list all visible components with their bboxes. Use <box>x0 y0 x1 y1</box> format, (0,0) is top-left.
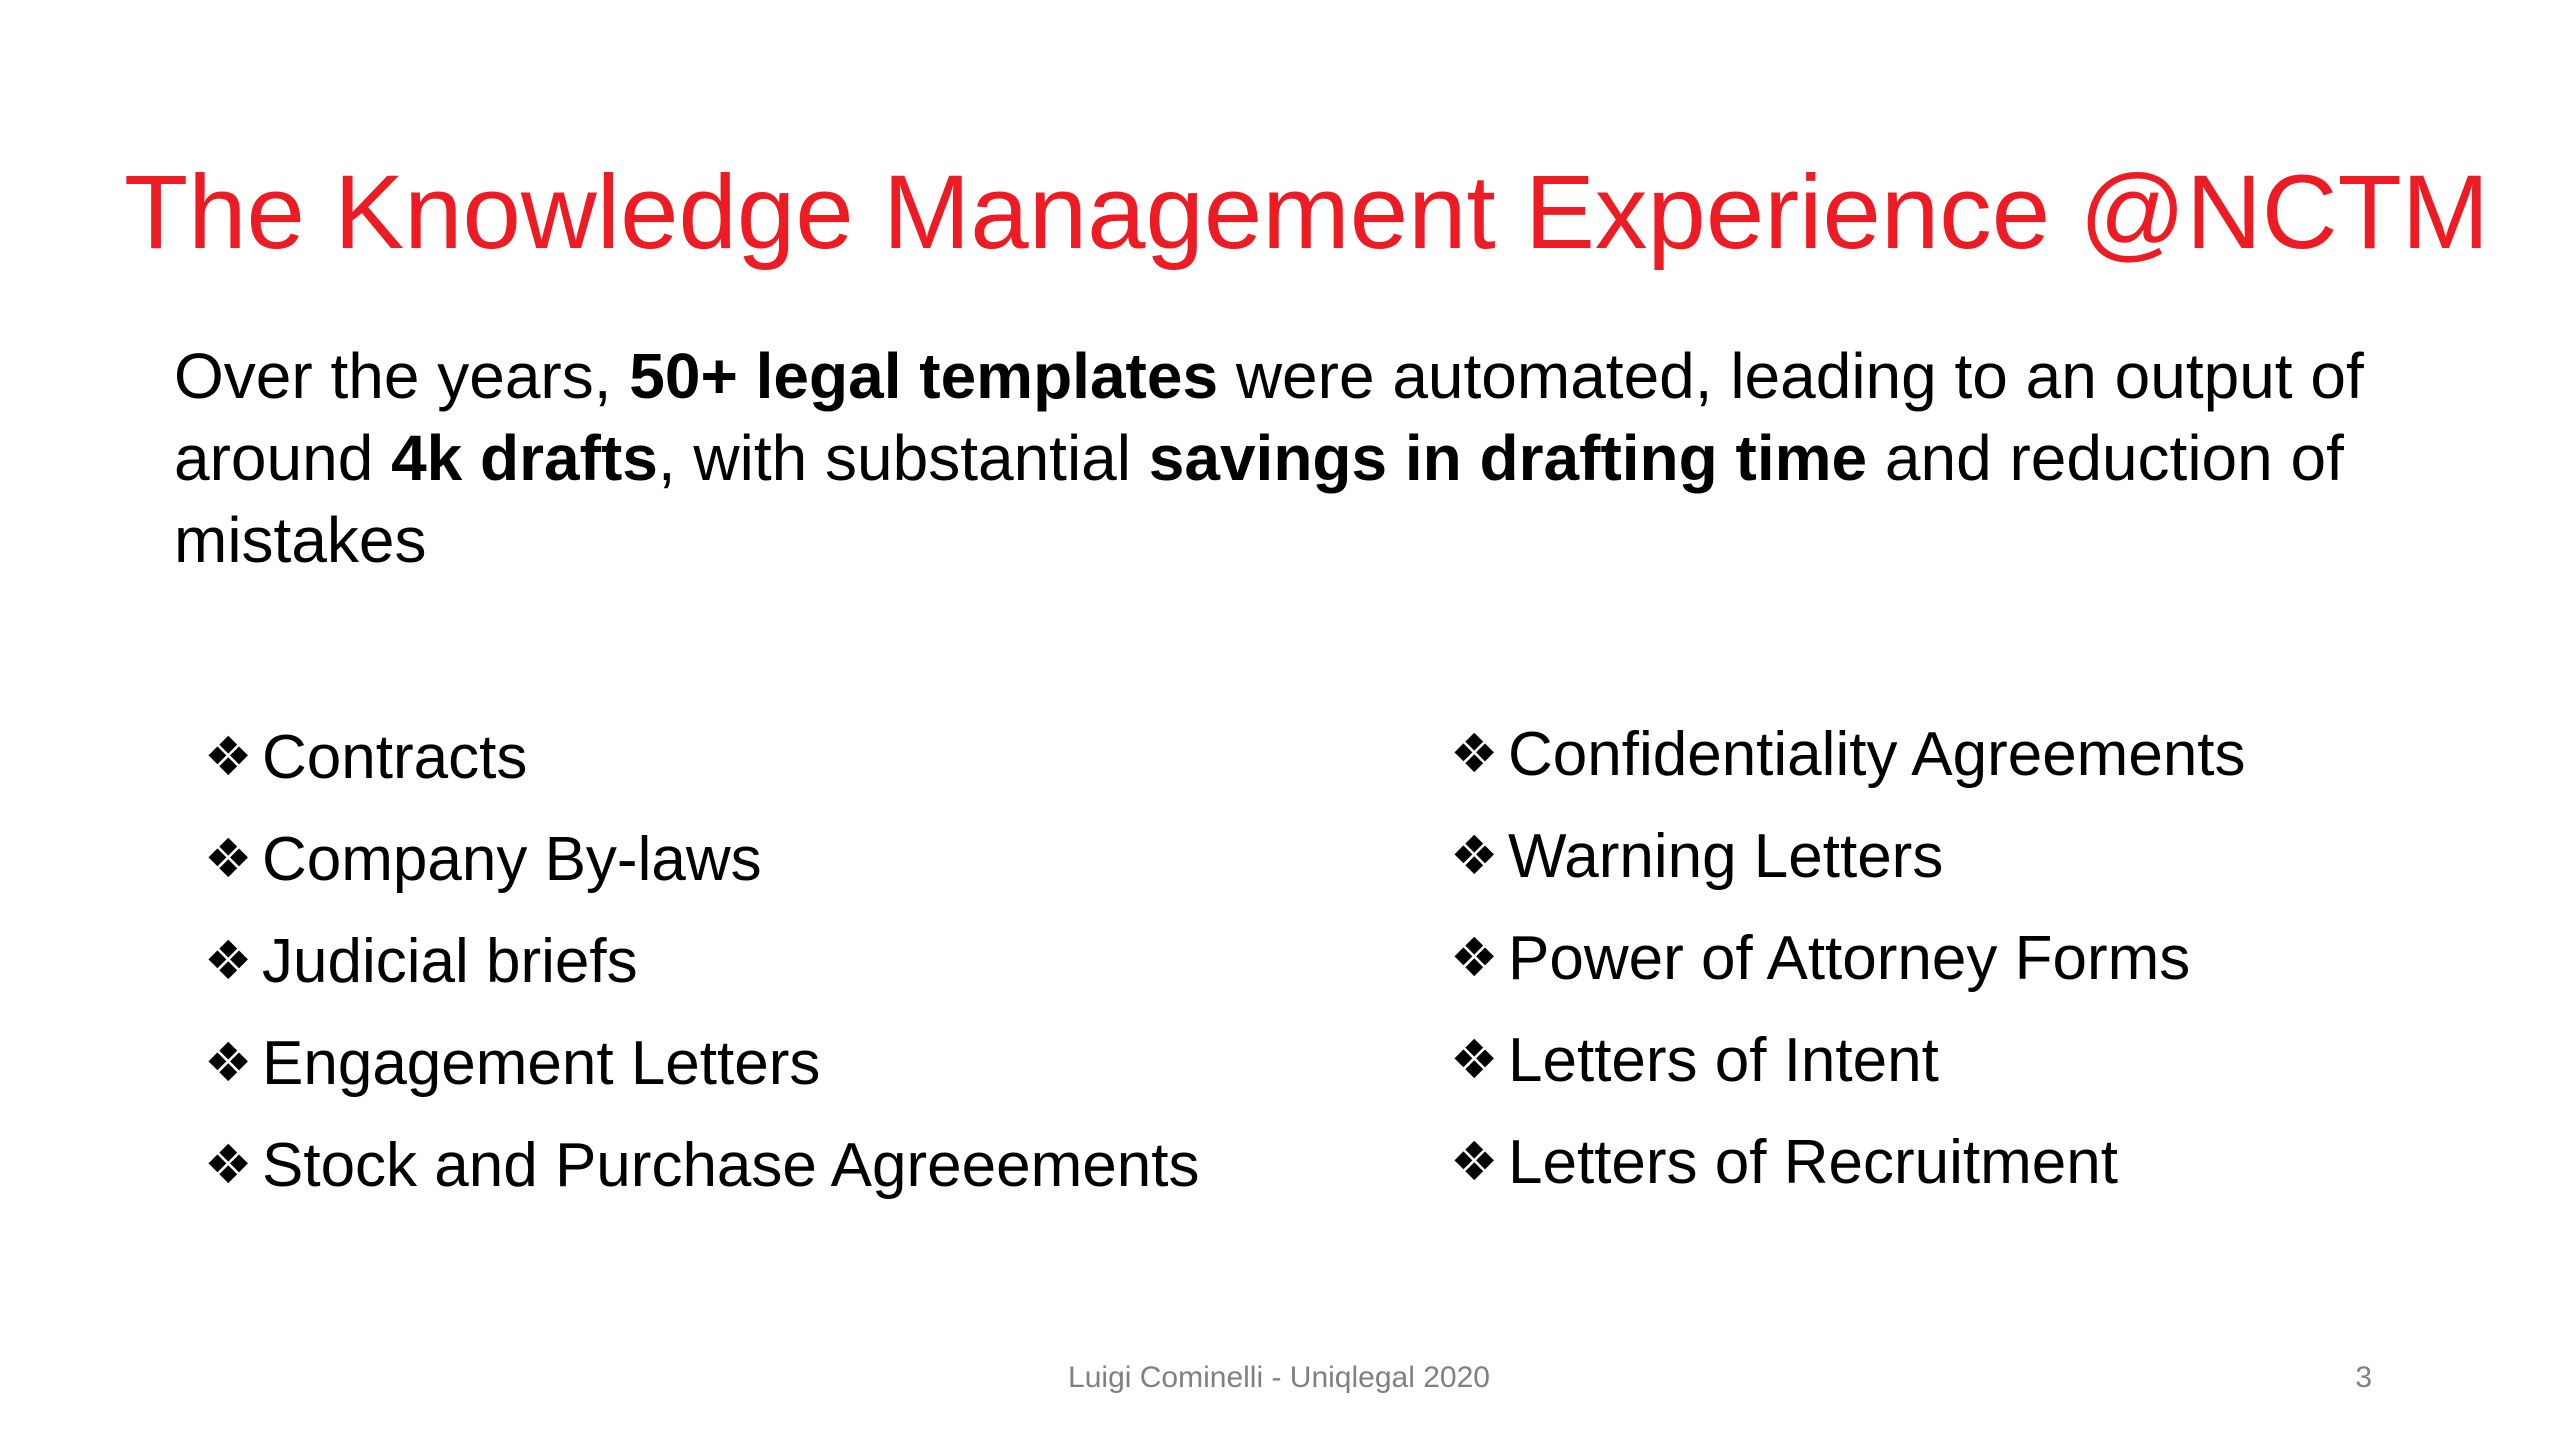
diamond-cluster-icon: ❖ <box>1450 1028 1499 1091</box>
list-item-label: Engagement Letters <box>262 1028 821 1098</box>
list-item <box>204 1114 1199 1216</box>
slide-title: The Knowledge Management Experience @NCTM <box>124 154 2490 271</box>
intro-paragraph <box>174 335 2494 581</box>
list-item-label: Letters of Intent <box>1508 1025 1939 1095</box>
list-item <box>1450 907 2246 1009</box>
intro-highlight-drafts: 4k drafts <box>391 422 658 494</box>
intro-highlight-templates: 50+ legal templates <box>629 340 1219 412</box>
diamond-cluster-icon: ❖ <box>1450 1130 1499 1193</box>
list-item-label: Power of Attorney Forms <box>1508 923 2191 993</box>
list-item-label: Confidentiality Agreements <box>1508 719 2246 789</box>
diamond-cluster-icon: ❖ <box>1450 824 1499 887</box>
diamond-cluster-icon: ❖ <box>1450 926 1499 989</box>
intro-text-2: were automated, leading to an output of around <box>174 340 2364 494</box>
footer-author: Luigi Cominelli - Uniqlegal 2020 <box>1068 1361 1490 1394</box>
list-item-label: Judicial briefs <box>262 926 638 996</box>
intro-text-3: , with substantial <box>657 422 1149 494</box>
list-item <box>204 1012 1199 1114</box>
diamond-cluster-icon: ❖ <box>204 1031 253 1094</box>
diamond-cluster-icon: ❖ <box>204 827 253 890</box>
intro-text-4: and reduction of mistakes <box>174 422 2344 576</box>
list-item-label: Warning Letters <box>1508 821 1944 891</box>
list-item-label: Company By-laws <box>262 824 762 894</box>
diamond-cluster-icon: ❖ <box>1450 722 1499 785</box>
list-item-label: Letters of Recruitment <box>1508 1127 2118 1197</box>
list-item-label: Contracts <box>262 722 528 792</box>
template-list-right <box>1450 703 2246 1213</box>
page-number: 3 <box>2355 1361 2372 1394</box>
diamond-cluster-icon: ❖ <box>204 725 253 788</box>
diamond-cluster-icon: ❖ <box>204 929 253 992</box>
template-list-left <box>204 706 1199 1216</box>
list-item <box>1450 1009 2246 1111</box>
list-item <box>1450 1111 2246 1213</box>
list-item <box>204 808 1199 910</box>
diamond-cluster-icon: ❖ <box>204 1133 253 1196</box>
list-item <box>1450 703 2246 805</box>
intro-highlight-savings: savings in drafting time <box>1148 422 1868 494</box>
intro-text-1: Over the years, <box>174 340 630 412</box>
list-item <box>204 910 1199 1012</box>
list-item <box>1450 805 2246 907</box>
list-item-label: Stock and Purchase Agreeements <box>262 1130 1200 1200</box>
list-item <box>204 706 1199 808</box>
